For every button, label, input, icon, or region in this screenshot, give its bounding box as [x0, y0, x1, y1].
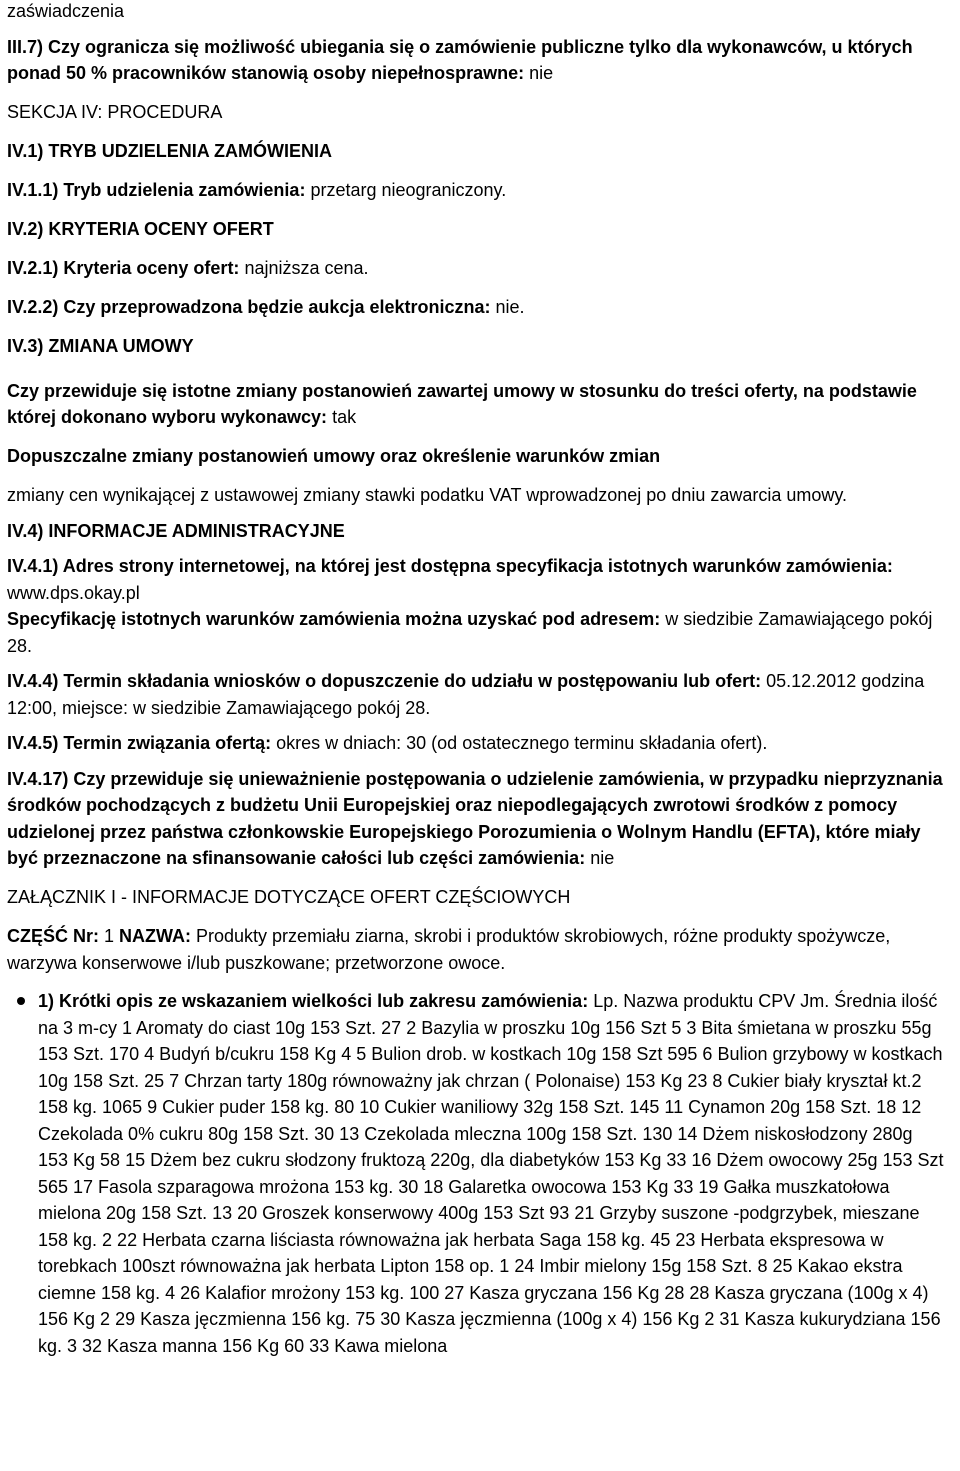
part-name-label: NAZWA:: [119, 926, 192, 946]
iv3-changes-heading: Dopuszczalne zmiany postanowień umowy oraz określenie warunków zmian: [7, 446, 661, 466]
iv4-4-label: IV.4.4) Termin składania wniosków o dopuszczenie do udziału w postępowaniu lub ofert:: [7, 671, 762, 691]
list-item: [7, 988, 947, 1359]
iv4-1-row: [7, 553, 947, 606]
iv4-17-label: IV.4.17) Czy przewiduje się unieważnienie postępowania o udzielenie zamówienia, w przypadku nieprzyznania środków pochodzących z budżetu Unii Europejskiej oraz niepodlegających zwrotowi środków z pomocy udzielonej przez państwa członkowskie Europejskiego Porozumienia o Wolnym Handlu (EFTA), które miały być przeznaczone na sfinansowanie całości lub części zamówienia:: [7, 768, 943, 868]
iv2-1-row: [7, 255, 947, 282]
part-details-list: [7, 988, 947, 1359]
section-iii-7: [7, 34, 947, 87]
iv4-5-label: IV.4.5) Termin związania ofertą:: [7, 733, 272, 753]
section-iv-title: SEKCJA IV: PROCEDURA: [7, 102, 223, 122]
iv2-2-value: nie.: [490, 297, 525, 317]
part-name-value: Produkty przemiału ziarna, skrobi i produktów skrobiowych, różne produkty spożywcze, warzywa konserwowe i/lub puszkowane; przetworzone owoce.: [7, 926, 891, 973]
top-fragment: zaświadczenia: [7, 1, 125, 21]
list-item-1-value: Lp. Nazwa produktu CPV Jm. Średnia ilość na 3 m-cy 1 Aromaty do ciast 10g 153 Szt. 27 2 Bazylia w proszku 10g 156 Szt 5 3 Bita śmietana w proszku 55g 153 Szt. 170 4 Budyń b/cukru 158 Kg 4 5 Bulion drob. w kostkach 10g 158 Szt 595 6 Bulion grzybowy w kostkach 10g 158 Szt. 25 7 Chrzan tarty 180g równoważny jak chrzan ( Polonaise) 153 Kg 23 8 Cukier biały kryształ kt.2 158 kg. 1065 9 Cukier puder 158 kg. 80 10 Cukier waniliowy 32g 158 Szt. 145 11 Cynamon 20g 158 Szt. 18 12 Czekolada 0% cukru 80g 158 Szt. 30 13 Czekolada mleczna 100g 158 Szt. 130 14 Dżem niskosłodzony 280g 153 Kg 58 15 Dżem bez cukru słodzony fruktozą 220g, dla diabetyków 153 Kg 33 16 Dżem owocowy 25g 153 Szt 565 17 Fasola szparagowa mrożona 153 kg. 30 18 Galaretka owocowa 153 Kg 33 19 Gałka muszkatołowa mielona 20g 158 Szt. 13 20 Groszek konserwowy 400g 153 Szt 93 21 Grzyby suszone -podgrzybek, mieszane 158 kg. 2 22 Herbata czarna liściasta równoważna jak herbata Saga 158 kg. 45 23 Herbata ekspresowa w torebkach 100szt równoważna jak herbata Lipton 158 op. 1 24 Imbir mielony 15g 158 Szt. 8 25 Kakao ekstra ciemne 158 kg. 4 26 Kalafior mrożony 153 kg. 100 27 Kasza gryczana 156 Kg 28 28 Kasza gryczana (100g x 4) 156 Kg 2 29 Kasza jęczmienna 156 kg. 75 30 Kasza jęczmienna (100g x 4) 156 Kg 2 31 Kasza kukurydziana 156 kg. 3 32 Kasza manna 156 Kg 60 33 Kawa mielona: [38, 991, 944, 1356]
iv4-5-row: [7, 730, 947, 757]
iv1-1-row: [7, 177, 947, 204]
iv4-17-value: nie: [585, 848, 615, 868]
iv4-spec-label: Specyfikację istotnych warunków zamówienia można uzyskać pod adresem:: [7, 609, 661, 629]
iv4-4-value: 05.12.2012 godzina 12:00, miejsce: w siedzibie Zamawiającego pokój 28.: [7, 671, 925, 718]
iv3-changes-text: zmiany cen wynikającej z ustawowej zmiany stawki podatku VAT wprowadzonej po dniu zawarcia umowy.: [7, 485, 848, 505]
iv4-5-value: okres w dniach: 30 (od ostatecznego terminu składania ofert).: [271, 733, 768, 753]
part-row: [7, 923, 947, 976]
iv3-heading: IV.3) ZMIANA UMOWY: [7, 336, 194, 356]
iv2-1-value: najniższa cena.: [239, 258, 369, 278]
iv4-1-label: IV.4.1) Adres strony internetowej, na której jest dostępna specyfikacja istotnych warunków zamówienia:: [7, 556, 893, 576]
part-nr-label: CZĘŚĆ Nr:: [7, 926, 100, 946]
iv3-question-value: tak: [327, 407, 357, 427]
iv4-17-row: [7, 766, 947, 872]
iv2-2-label: IV.2.2) Czy przeprowadzona będzie aukcja elektroniczna:: [7, 297, 491, 317]
section-iii-7-label: III.7) Czy ogranicza się możliwość ubiegania się o zamówienie publiczne tylko dla wykonawców, u których ponad 50 % pracowników stanowią osoby niepełnosprawne:: [7, 36, 913, 83]
iv4-spec-value: w siedzibie Zamawiającego pokój 28.: [7, 609, 933, 656]
iv2-heading: IV.2) KRYTERIA OCENY OFERT: [7, 219, 274, 239]
iv1-1-label: IV.1.1) Tryb udzielenia zamówienia:: [7, 180, 306, 200]
bullet-icon: [17, 997, 25, 1005]
annex-title: ZAŁĄCZNIK I - INFORMACJE DOTYCZĄCE OFERT CZĘŚCIOWYCH: [7, 887, 571, 907]
iv4-1-value: www.dps.okay.pl: [7, 582, 140, 603]
section-iii-7-value: nie: [524, 63, 554, 83]
iv3-question-row: [7, 378, 947, 431]
iv3-question-label: Czy przewiduje się istotne zmiany postanowień zawartej umowy w stosunku do treści oferty, na podstawie której dokonano wyboru wykonawcy:: [7, 380, 917, 427]
iv1-heading: IV.1) TRYB UDZIELENIA ZAMÓWIENIA: [7, 141, 333, 161]
iv4-spec-row: [7, 606, 947, 659]
iv4-heading: IV.4) INFORMACJE ADMINISTRACYJNE: [7, 520, 345, 541]
iv2-1-label: IV.2.1) Kryteria oceny ofert:: [7, 258, 240, 278]
part-nr-value: 1: [99, 926, 120, 946]
iv4-4-row: [7, 668, 947, 721]
iv1-1-value: przetarg nieograniczony.: [305, 180, 507, 200]
iv2-2-row: [7, 294, 947, 321]
list-item-1-label: 1) Krótki opis ze wskazaniem wielkości lub zakresu zamówienia:: [38, 991, 589, 1011]
